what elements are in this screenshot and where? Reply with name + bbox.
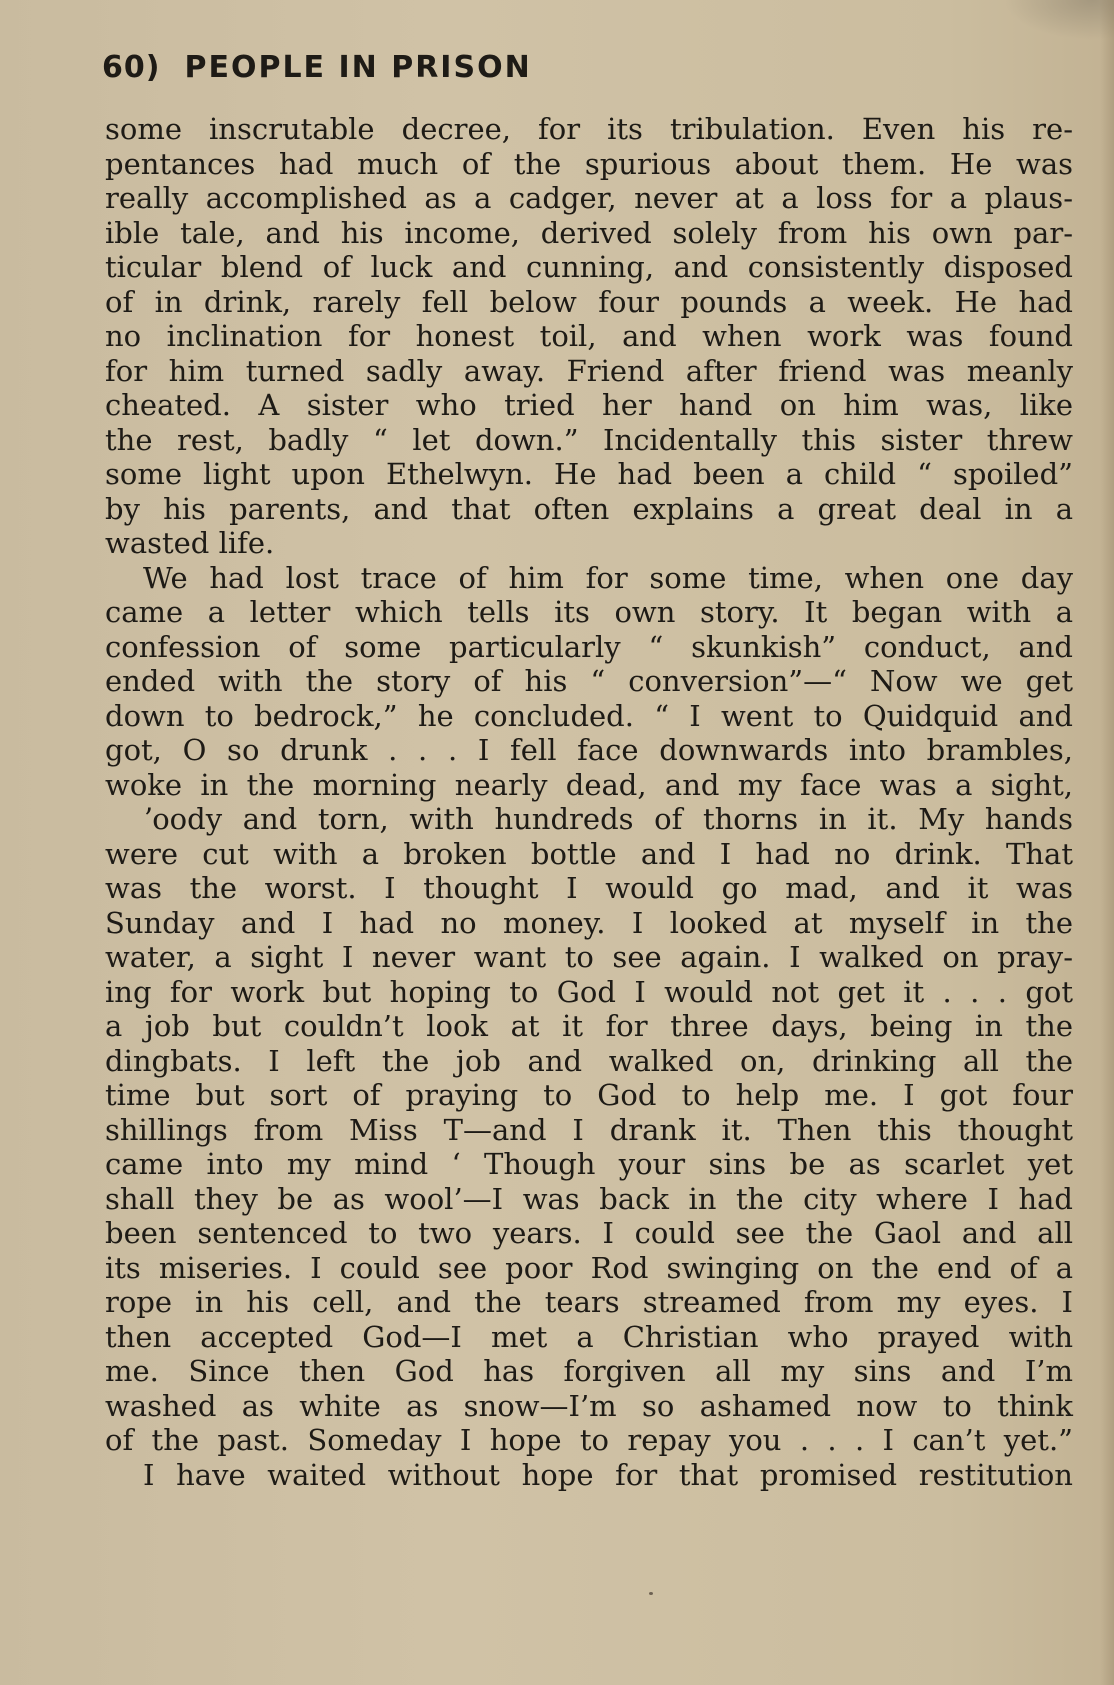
text-line: no inclination for honest toil, and when work was found [105,319,1073,353]
text-line: ʼoody and torn, with hundreds of thorns in it. My hands [143,802,1073,836]
text-line: cheated. A sister who tried her hand on him was, like [105,388,1073,422]
text-line: wasted life. [105,526,275,560]
text-line: some light upon Ethelwyn. He had been a child “ spoiled” [105,457,1073,491]
text-line: its miseries. I could see poor Rod swinging on the end of a [105,1250,1073,1285]
text-line: time but sort of praying to God to help me. I got four [105,1078,1073,1112]
text-line: was the worst. I thought I would go mad, and it was [105,871,1073,905]
text-line: were cut with a broken bottle and I had no drink. That [105,836,1073,871]
text-line: a job but couldn’t look at it for three days, being in the [105,1009,1073,1043]
text-line: then accepted God—I met a Christian who prayed with [105,1319,1073,1354]
ink-speck [649,1592,653,1595]
page-header [102,50,532,90]
text-line: I have waited without hope for that promised restitution [143,1457,1073,1492]
text-line: for him turned sadly away. Friend after friend was meanly [105,353,1073,388]
text-line: pentances had much of the spurious about them. He was [105,146,1073,181]
text-line: really accomplished as a cadger, never at a loss for a plaus- [105,181,1073,215]
text-line: came a letter which tells its own story. It began with a [105,595,1073,629]
corner-smudge [1004,0,1114,40]
text-line: by his parents, and that often explains a great deal in a [105,491,1073,526]
page-edge-shadow [1100,0,1114,1685]
text-line: of the past. Someday I hope to repay you . . . I can’t yet.” [105,1423,1073,1457]
text-line: rope in his cell, and the tears streamed from my eyes. I [105,1285,1073,1319]
text-line: ticular blend of luck and cunning, and consistently disposed [105,250,1073,284]
text-line: some inscrutable decree, for its tribulation. Even his re- [105,112,1073,146]
page-number: 60) [102,50,161,85]
text-line: ible tale, and his income, derived solely from his own par- [105,215,1073,250]
text-line: ended with the story of his “ conversion”—“ Now we get [105,664,1073,698]
text-line: shall they be as wool’—I was back in the city where I had [105,1181,1073,1216]
text-line: ing for work but hoping to God I would not get it . . . got [105,974,1073,1009]
text-line: washed as white as snow—I’m so ashamed now to think [105,1388,1073,1423]
text-line: We had lost trace of him for some time, when one day [143,560,1073,595]
text-line: came into my mind ‘ Though your sins be as scarlet yet [105,1147,1073,1181]
text-line: of in drink, rarely fell below four pounds a week. He had [105,284,1073,319]
text-line: woke in the morning nearly dead, and my face was a sight, [105,767,1073,802]
text-line: the rest, badly “ let down.” Incidentally this sister threw [105,422,1073,457]
text-line: been sentenced to two years. I could see the Gaol and all [105,1216,1073,1250]
body-text [105,112,1073,1492]
text-line: dingbats. I left the job and walked on, drinking all the [105,1043,1073,1078]
text-line: water, a sight I never want to see again. I walked on pray- [105,940,1073,974]
text-line: Sunday and I had no money. I looked at myself in the [105,905,1073,940]
text-line: confession of some particularly “ skunkish” conduct, and [105,629,1073,664]
text-line: got, O so drunk . . . I fell face downwards into brambles, [105,733,1073,767]
running-title: PEOPLE IN PRISON [184,50,532,85]
text-line: me. Since then God has forgiven all my sins and I’m [105,1354,1073,1388]
text-line: shillings from Miss T—and I drank it. Then this thought [105,1112,1073,1147]
text-line: down to bedrock,” he concluded. “ I went to Quidquid and [105,698,1073,733]
